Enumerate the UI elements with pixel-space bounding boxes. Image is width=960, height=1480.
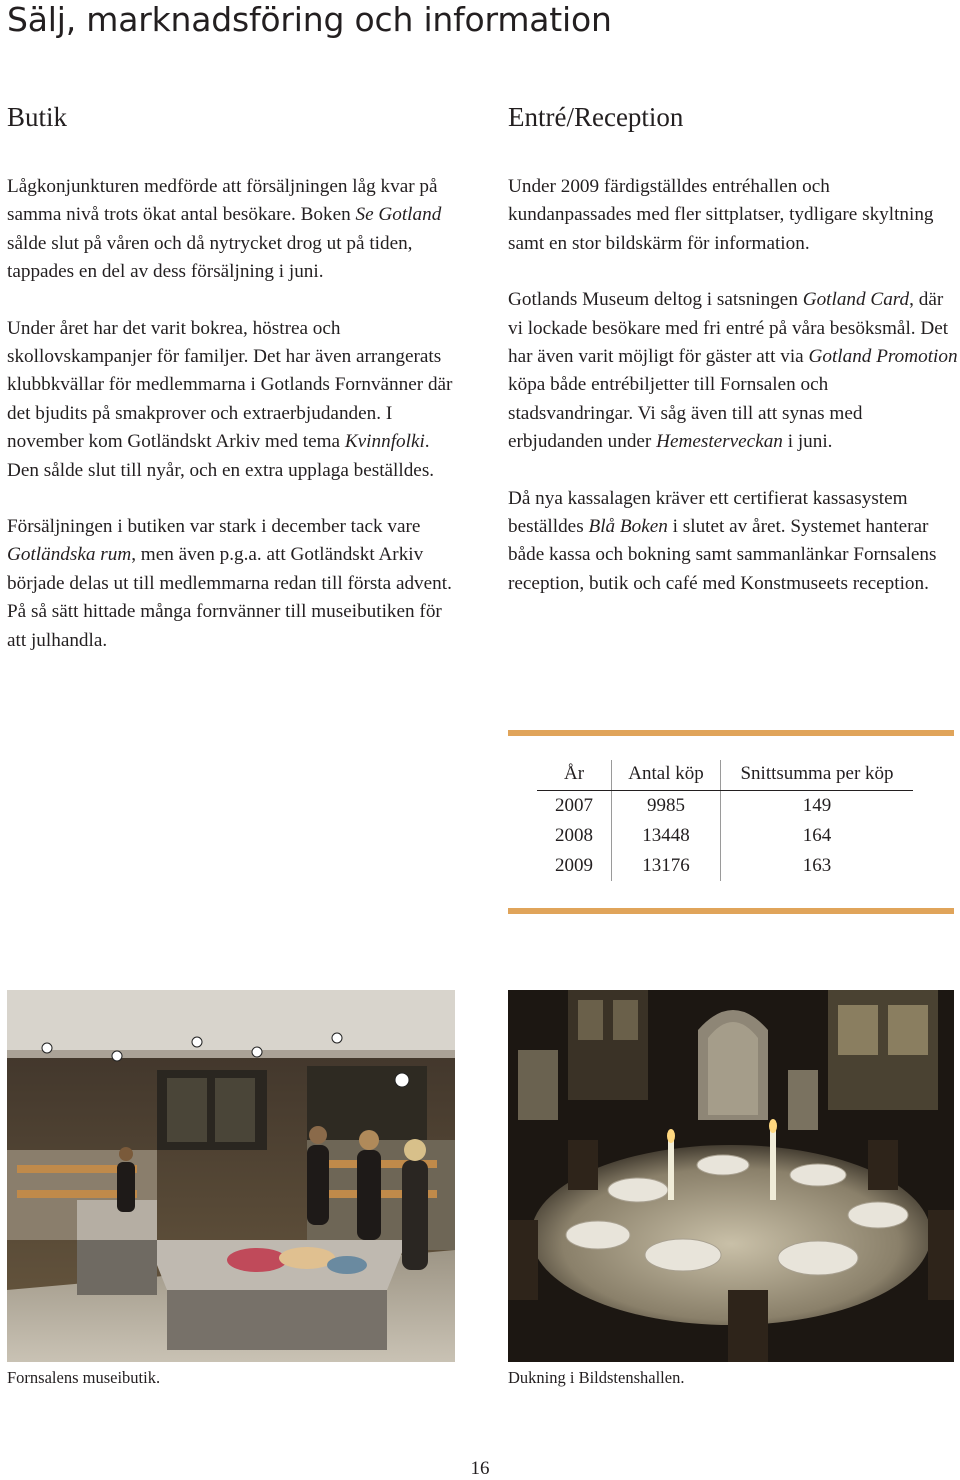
butik-paragraph-3: Försäljningen i butiken var stark i december tack vare Gotländska rum, men även p.g.a. att Gotländskt Arkiv började delas ut till medlemmarna redan till första advent. På så sätt hittade många fornvänner till museibutiken för att julhandla. — [7, 516, 452, 651]
entre-heading: Entré/Reception — [508, 102, 684, 132]
accent-bar-top — [508, 730, 954, 736]
header-purchases: Antal köp — [612, 760, 721, 791]
cell-year: 2009 — [537, 851, 612, 881]
table-row — [537, 851, 913, 881]
caption-dinner-table: Dukning i Bildstenshallen. — [508, 1368, 685, 1387]
table-row — [537, 821, 913, 851]
cell-purchases: 9985 — [612, 791, 721, 822]
header-year: År — [537, 760, 612, 791]
entre-paragraph-1: Under 2009 färdigställdes entréhallen och kundanpassades med fler sittplatser, tydligare skyltning samt en stor bildskärm för information. — [508, 176, 934, 254]
entre-paragraph-3: Då nya kassalagen kräver ett certifierat kassasystem beställdes Blå Boken i slutet av året. Systemet hanterar både kassa och bokning samt sammanlänkar Fornsalens reception, butik och café med Konstmuseets reception. — [508, 487, 937, 594]
cell-average: 149 — [802, 795, 832, 816]
butik-section — [7, 98, 457, 683]
butik-paragraph-1: Lågkonjunkturen medförde att försäljningen låg kvar på samma nivå trots ökat antal besökare. Boken Se Gotland sålde slut på våren och då nytrycket drog ut på tiden, tappades en del av dess försäljning i juni. — [7, 176, 442, 283]
butik-heading: Butik — [7, 102, 68, 132]
caption-museum-shop: Fornsalens museibutik. — [7, 1368, 161, 1387]
sales-table — [537, 760, 913, 881]
cell-year: 2008 — [537, 821, 612, 851]
cell-average: 163 — [802, 855, 832, 876]
accent-bar-bottom — [508, 908, 954, 914]
cell-year: 2007 — [537, 791, 612, 822]
page-number: 16 — [470, 1458, 490, 1479]
table-header-row — [537, 760, 913, 791]
cell-purchases: 13176 — [612, 851, 721, 881]
dinner-table-photo — [508, 990, 954, 1362]
entre-section — [508, 98, 958, 626]
page-title: Sälj, marknadsföring och information — [7, 0, 612, 39]
header-average: Snittsumma per köp — [721, 760, 914, 791]
cell-purchases: 13448 — [612, 821, 721, 851]
cell-average: 164 — [802, 825, 832, 846]
entre-paragraph-2: Gotlands Museum deltog i satsningen Gotland Card, där vi lockade besökare med fri entré på våra besöksmål. Det har även varit möjligt för gäster att via Gotland Promotion köpa både entrébiljetter till Fornsalen och stadsvandringar. Vi såg även till att synas med erbjudanden under Hemesterveckan i juni. — [508, 289, 958, 453]
table-row — [537, 791, 913, 822]
butik-paragraph-2: Under året har det varit bokrea, höstrea och skollovskampanjer för familjer. Det har även arrangerats klubbkvällar för medlemmarna i Gotlands Fornvänner där det bjudits på smakprover och extraerbjudanden. I november kom Gotländskt Arkiv med tema Kvinnfolki. Den sålde slut till nyår, och en extra upplaga beställdes. — [7, 317, 453, 481]
museum-shop-photo — [7, 990, 455, 1362]
